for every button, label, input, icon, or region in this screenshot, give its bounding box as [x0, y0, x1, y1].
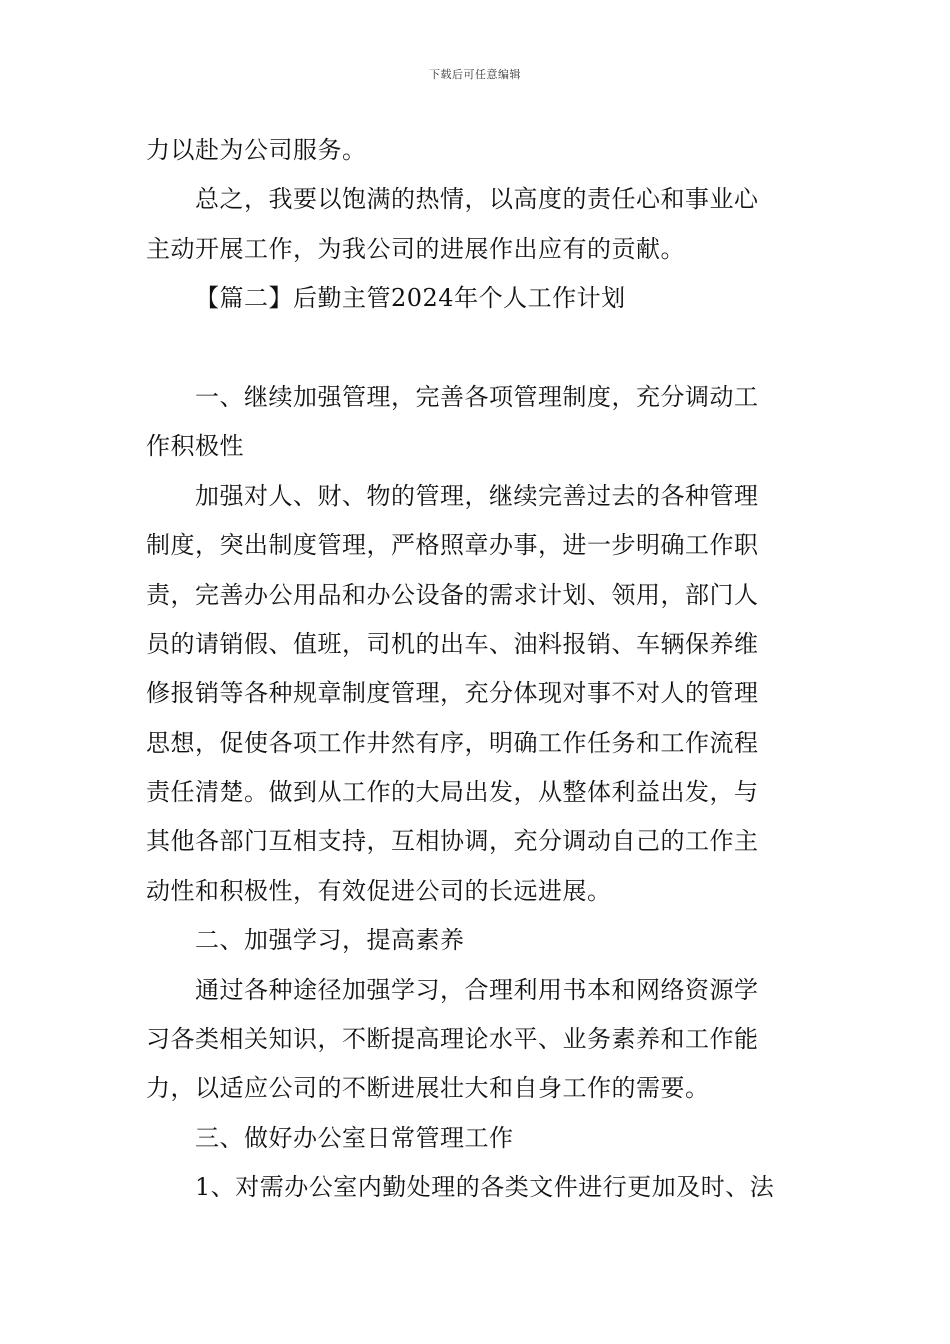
section-title: 【篇二】后勤主管2024年个人工作计划: [195, 284, 626, 313]
text-line: 员的请销假、值班，司机的出车、油料报销、车辆保养维: [146, 629, 759, 658]
text-line: 力，以适应公司的不断进展壮大和自身工作的需要。: [146, 1074, 710, 1103]
page-header-note: 下载后可任意编辑: [429, 68, 521, 81]
text-line: 修报销等各种规章制度管理，充分体现对事不对人的管理: [146, 679, 759, 708]
text-line: 通过各种途径加强学习，合理利用书本和网络资源学: [195, 975, 759, 1004]
text-line: 思想，促使各项工作井然有序，明确工作任务和工作流程: [146, 728, 759, 757]
text-line: 制度，突出制度管理，严格照章办事，进一步明确工作职: [146, 531, 759, 560]
heading-1: 一、继续加强管理，完善各项管理制度，充分调动工: [195, 382, 759, 411]
text-line: 作积极性: [146, 432, 244, 461]
heading-2: 二、加强学习，提高素养: [195, 926, 465, 955]
text-line: 总之，我要以饱满的热情，以高度的责任心和事业心: [195, 185, 759, 214]
text-line: 1、对需办公室内勤处理的各类文件进行更加及时、法: [195, 1173, 775, 1202]
text-line: 动性和积极性，有效促进公司的长远进展。: [146, 876, 612, 905]
heading-3: 三、做好办公室日常管理工作: [195, 1123, 514, 1152]
blank-line: [146, 324, 808, 373]
text-line: 责任清楚。做到从工作的大局出发，从整体利益出发，与: [146, 778, 759, 807]
text-line: 力以赴为公司服务。: [146, 136, 367, 164]
text-line: 责，完善办公用品和办公设备的需求计划、领用，部门人: [146, 580, 759, 609]
text-line: 其他各部门互相支持，互相协调，充分调动自己的工作主: [146, 827, 759, 856]
text-line: 习各类相关知识，不断提高理论水平、业务素养和工作能: [146, 1025, 759, 1054]
document-body: [146, 126, 808, 1213]
text-line: 加强对人、财、物的管理，继续完善过去的各种管理: [195, 481, 759, 510]
text-line: 主动开展工作，为我公司的进展作出应有的贡献。: [146, 234, 685, 263]
